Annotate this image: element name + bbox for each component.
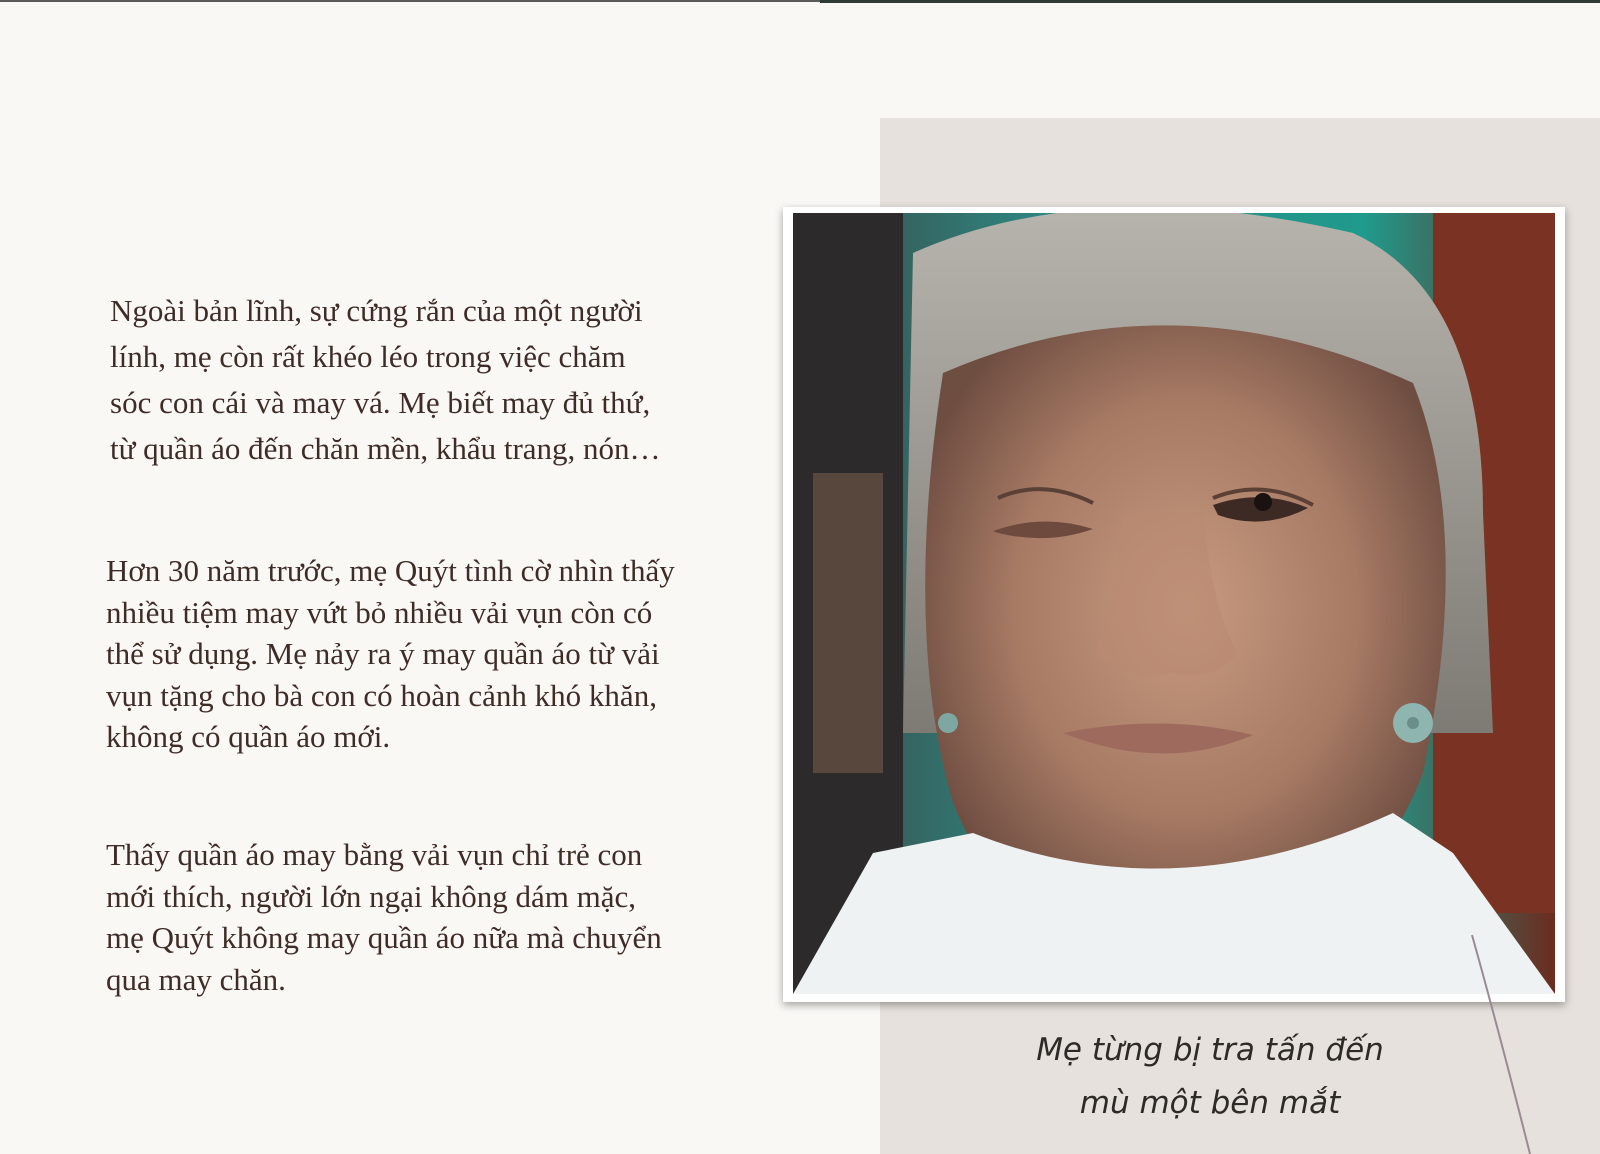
photo-caption — [960, 1024, 1460, 1130]
paragraph-1: Ngoài bản lĩnh, sự cứng rắn của một người lính, mẹ còn rất khéo léo trong việc chăm sóc con cái và may vá. Mẹ biết may đủ thứ, từ quần áo đến chăn mền, khẩu trang, nón… — [110, 293, 661, 466]
portrait-photo — [793, 213, 1555, 994]
paragraph-3: Thấy quần áo may bằng vải vụn chỉ trẻ con mới thích, người lớn ngại không dám mặc, mẹ Quýt không may quần áo nữa mà chuyển qua may chăn. — [106, 837, 662, 997]
caption-line-1: Mẹ từng bị tra tấn đến — [1036, 1032, 1384, 1068]
decorative-thread — [1470, 935, 1550, 1154]
top-image-edge — [820, 0, 1600, 3]
photo-frame — [783, 207, 1565, 1002]
paragraph-2: Hơn 30 năm trước, mẹ Quýt tình cờ nhìn thấy nhiều tiệm may vứt bỏ nhiều vải vụn còn có thể sử dụng. Mẹ nảy ra ý may quần áo từ vải vụn tặng cho bà con có hoàn cảnh khó khăn, không có quần áo mới. — [106, 553, 675, 754]
caption-line-2: mù một bên mắt — [1079, 1085, 1341, 1121]
